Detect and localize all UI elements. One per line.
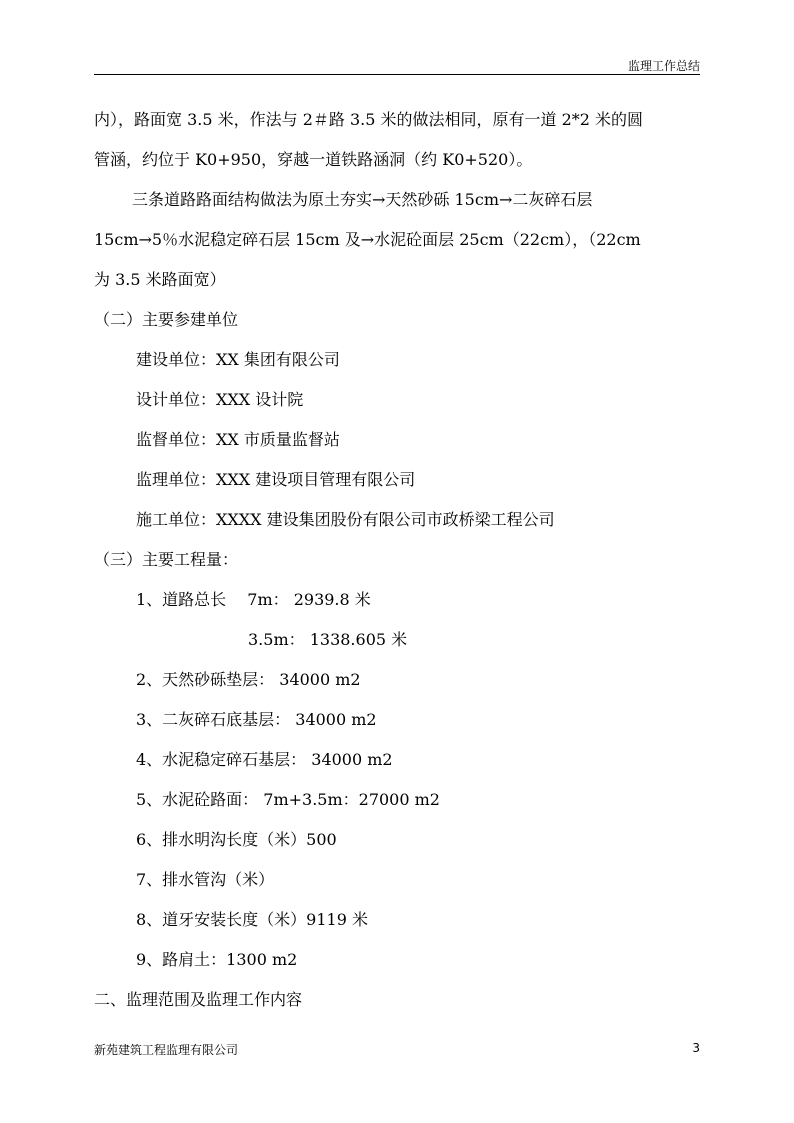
paragraph-line: 15cm→5％水泥稳定碎石层 15cm 及→水泥砼面层 25cm（22cm），（22cm (94, 230, 641, 249)
quantity-item: 6、排水明沟长度（米）500 (136, 830, 337, 849)
unit-construction: 建设单位：XX 集团有限公司 (136, 350, 340, 369)
quantity-item: 4、水泥稳定碎石基层： 34000 m2 (136, 750, 393, 769)
page-number: 3 (692, 1041, 700, 1055)
header-rule (94, 74, 700, 75)
paragraph-line: 管涵，约位于 K0+950，穿越一道铁路涵洞（约 K0+520）。 (94, 150, 533, 169)
section-title-quantities: （三）主要工程量： (94, 550, 239, 569)
quantity-item: 8、道牙安装长度（米）9119 米 (136, 910, 368, 929)
quantity-item: 3.5m： 1338.605 米 (248, 630, 408, 649)
footer-company: 新苑建筑工程监理有限公司 (94, 1043, 239, 1057)
quantity-item: 3、二灰碎石底基层： 34000 m2 (136, 710, 377, 729)
paragraph-line: 内），路面宽 3.5 米，作法与 2＃路 3.5 米的做法相同，原有一道 2*2 米的圆 (94, 110, 644, 129)
unit-design: 设计单位：XXX 设计院 (136, 390, 304, 409)
paragraph-line: 三条道路路面结构做法为原土夯实→天然砂砾 15cm→二灰碎石层 (132, 190, 593, 209)
section-heading: 二、监理范围及监理工作内容 (94, 990, 303, 1009)
paragraph-line: 为 3.5 米路面宽） (94, 270, 226, 289)
quantity-item: 9、路肩土：1300 m2 (136, 950, 298, 969)
section-title-units: （二）主要参建单位 (94, 310, 239, 329)
quantity-item: 2、天然砂砾垫层： 34000 m2 (136, 670, 361, 689)
unit-supervisor: 监理单位：XXX 建设项目管理有限公司 (136, 470, 416, 489)
quantity-item: 1、道路总长 7m： 2939.8 米 (136, 590, 371, 609)
quantity-item: 5、水泥砼路面： 7m+3.5m：27000 m2 (136, 790, 440, 809)
unit-contractor: 施工单位：XXXX 建设集团股份有限公司市政桥梁工程公司 (136, 510, 555, 529)
quantity-item: 7、排水管沟（米） (136, 870, 275, 889)
unit-supervision-station: 监督单位：XX 市质量监督站 (136, 430, 340, 449)
header-title: 监理工作总结 (627, 59, 700, 73)
